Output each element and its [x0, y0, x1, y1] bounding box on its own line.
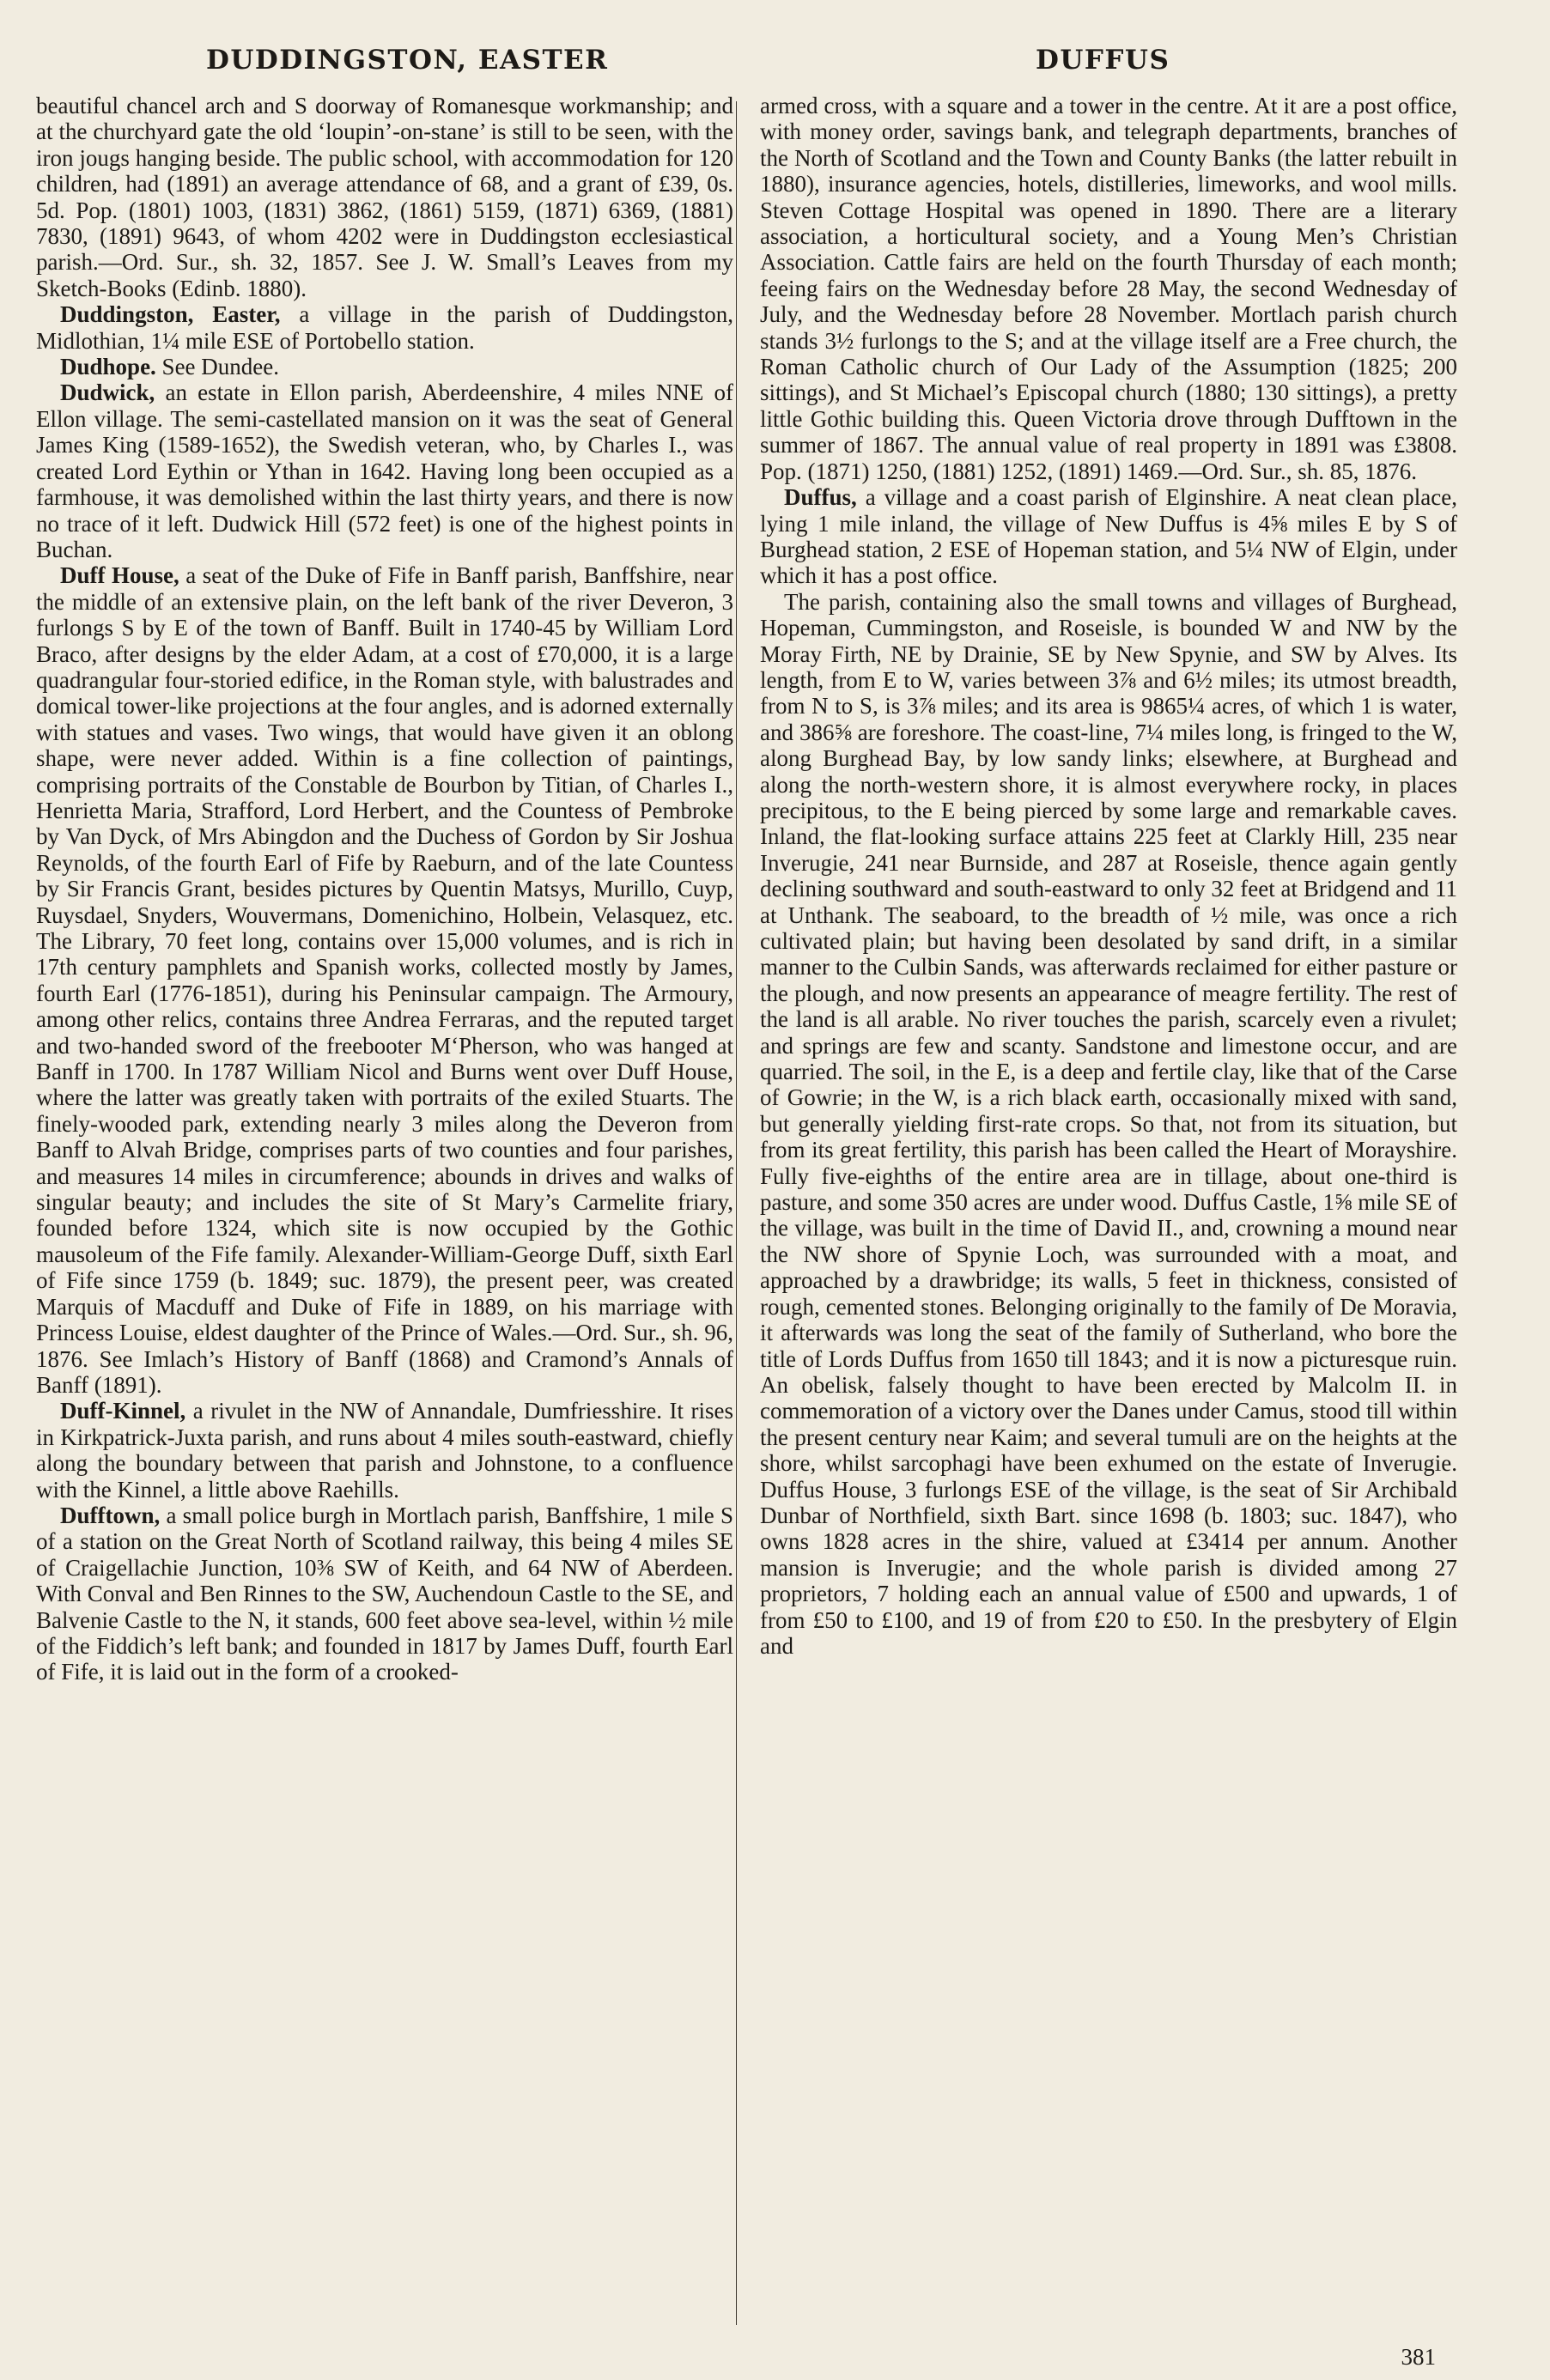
left-column: [36, 93, 733, 1685]
page-number: 381: [1401, 2344, 1436, 2370]
right-column: [760, 93, 1457, 1659]
column-rule: [736, 101, 737, 2325]
running-head-right: DUFFUS: [1036, 45, 1170, 76]
entry-headword: Duffus,: [784, 484, 857, 511]
entry-text: a rivulet in the NW of Annandale, Dumfriesshire. It rises in Kirkpatrick-Juxta parish, and runs about 4 miles south-eastward, chiefly along the boundary between that parish and Johnstone, to a confluence with the Kinnel, a little above Raehills.: [36, 1398, 734, 1503]
entry-paragraph: [36, 301, 733, 354]
entry-headword: Dudhope.: [60, 354, 156, 380]
entry-paragraph: [36, 354, 733, 379]
entry-text: See Dundee.: [161, 354, 279, 380]
entry-text: beautiful chancel arch and S doorway of Romanesque workmanship; and at the churchyard gate the old ‘loupin’-on-stane’ is still to be seen, with the iron jougs hanging beside. The public school, with accommodation for 120 children, had (1891) an average attendance of 68, and a grant of £39, 0s. 5d. Pop. (1801) 1003, (1831) 3862, (1861) 5159, (1871) 6369, (1881) 7830, (1891) 9643, of whom 4202 were in Duddingston ecclesiastical parish.—Ord. Sur., sh. 32, 1857. See J. W. Small’s Leaves from my Sketch-Books (Edinb. 1880).: [36, 93, 733, 301]
entry-paragraph: [36, 93, 733, 301]
entry-paragraph: [760, 484, 1457, 589]
entry-headword: Duff-Kinnel,: [60, 1398, 186, 1424]
entry-text: an estate in Ellon parish, Aberdeenshire, 4 miles NNE of Ellon village. The semi-castellated mansion on it was the seat of General James King (1589-1652), the Swedish veteran, who, by Charles I., was created Lord Eythin or Ythan in 1642. Having long been occupied as a farmhouse, it was demolished within the last thirty years, and there is now no trace of it left. Dudwick Hill (572 feet) is one of the highest points in Buchan.: [36, 379, 733, 562]
entry-headword: Dufftown,: [60, 1502, 161, 1528]
entry-text: The parish, containing also the small towns and villages of Burghead, Hopeman, Cummingston, and Roseisle, is bounded W and NW by the Moray Firth, NE by Drainie, SE by New Spynie, and SW by Alves. Its length, from E to W, varies between 3⅞ and 6½ miles; its utmost breadth, from N to S, is 3⅞ miles; and its area is 9865¼ acres, of which 1 is water, and 386⅝ are foreshore. The coast-line, 7¼ miles long, is fringed to the W, along Burghead Bay, by low sandy links; elsewhere, at Burghead and along the north-western shore, it is almost everywhere rocky, in places precipitous, to the E being pierced by some large and remarkable caves. Inland, the flat-looking surface attains 225 feet at Clarkly Hill, 235 near Inverugie, 241 near Burnside, and 287 at Roseisle, thence again gently declining southward and south-eastward to only 32 feet at Bridgend and 11 at Unthank. The seaboard, to the breadth of ½ mile, was once a rich cultivated plain; but having been desolated by sand drift, in a similar manner to the Culbin Sands, was afterwards reclaimed for either pasture or the plough, and now presents an appearance of meagre fertility. The rest of the land is all arable. No river touches the parish, scarcely even a rivulet; and springs are few and scanty. Sandstone and limestone occur, and are quarried. The soil, in the E, is a deep and fertile clay, like that of the Carse of Gowrie; in the W, is a rich black earth, occasionally mixed with sand, but generally yielding first-rate crops. So that, not from its situation, but from its great fertility, this parish has been called the Heart of Morayshire. Fully five-eighths of the entire area are in tillage, about one-third is pasture, and some 350 acres are under wood. Duffus Castle, 1⅝ mile SE of the village, was built in the time of David II., and, crowning a mound near the NW shore of Spynie Loch, was surrounded with a moat, and approached by a drawbridge; its walls, 5 feet in thickness, consisted of rough, cemented stones. Belonging originally to the family of De Moravia, it afterwards was long the seat of the family of Sutherland, who bore the title of Lords Duffus from 1650 till 1843; and it is now a picturesque ruin. An obelisk, falsely thought to have been erected by Malcolm II. in commemoration of a victory over the Danes under Camus, stood till within the present century near Kaim; and several tumuli are on the heights at the shore, whilst sarcophagi have been exhumed on the estate of Inverugie. Duffus House, 3 furlongs ESE of the village, is the seat of Sir Archibald Dunbar of Northfield, sixth Bart. since 1698 (b. 1803; suc. 1847), who owns 1828 acres in the shire, valued at £3414 per annum. Another mansion is Inverugie; and the whole parish is divided among 27 proprietors, 7 holding each an annual value of £500 and upwards, 1 of from £50 to £100, and 19 of from £20 to £50. In the presbytery of Elgin and: [760, 588, 1457, 1659]
entry-headword: Duff House,: [60, 562, 179, 589]
entry-paragraph: [36, 562, 733, 1398]
entry-text: a seat of the Duke of Fife in Banff parish, Banffshire, near the middle of an extensive plain, on the left bank of the river Deveron, 3 furlongs S by E of the town of Banff. Built in 1740-45 by William Lord Braco, after designs by the elder Adam, at a cost of £70,000, it is a large quadrangular four-storied edifice, in the Roman style, with balustrades and domical tower-like projections at the four angles, and is adorned externally with statues and vases. Two wings, that would have given it an oblong shape, were never added. Within is a fine collection of paintings, comprising portraits of the Constable de Bourbon by Titian, of Charles I., Henrietta Maria, Strafford, Lord Herbert, and the Countess of Pembroke by Van Dyck, of Mrs Abingdon and the Duchess of Gordon by Sir Joshua Reynolds, of the fourth Earl of Fife by Raeburn, and of the late Countess by Sir Francis Grant, besides pictures by Quentin Matsys, Murillo, Cuyp, Ruysdael, Snyders, Wouvermans, Domenichino, Holbein, Velasquez, etc. The Library, 70 feet long, contains over 15,000 volumes, and is rich in 17th century pamphlets and Spanish works, collected mostly by James, fourth Earl (1776-1851), during his Peninsular campaign. The Armoury, among other relics, contains three Andrea Ferraras, and the reputed target and two-handed sword of the freebooter M‘Pherson, who was hanged at Banff in 1700. In 1787 William Nicol and Burns went over Duff House, where the latter was greatly taken with portraits of the exiled Stuarts. The finely-wooded park, extending nearly 3 miles along the Deveron from Banff to Alvah Bridge, comprises parts of two counties and four parishes, and measures 14 miles in circumference; abounds in drives and walks of singular beauty; and includes the site of St Mary’s Carmelite friary, founded before 1324, which site is now occupied by the Gothic mausoleum of the Fife family. Alexander-William-George Duff, sixth Earl of Fife since 1759 (b. 1849; suc. 1879), the present peer, was created Marquis of Macduff and Duke of Fife in 1889, on his marriage with Princess Louise, eldest daughter of the Prince of Wales.—Ord. Sur., sh. 96, 1876. See Imlach’s History of Banff (1868) and Cramond’s Annals of Banff (1891).: [36, 562, 733, 1398]
entry-headword: Duddingston, Easter,: [60, 301, 281, 328]
entry-paragraph: [36, 1503, 733, 1685]
entry-text: a village in the parish of Duddingston, Midlothian, 1¼ mile ESE of Portobello station.: [36, 301, 733, 354]
entry-paragraph: [36, 379, 733, 562]
entry-text: a small police burgh in Mortlach parish, Banffshire, 1 mile S of a station on the Great North of Scotland railway, this being 4 miles SE of Craigellachie Junction, 10⅜ SW of Keith, and 64 NW of Aberdeen. With Conval and Ben Rinnes to the SW, Auchendoun Castle to the SE, and Balvenie Castle to the N, it stands, 600 feet above sea-level, within ½ mile of the Fiddich’s left bank; and founded in 1817 by James Duff, fourth Earl of Fife, it is laid out in the form of a crooked-: [36, 1502, 733, 1685]
entry-text: armed cross, with a square and a tower in the centre. At it are a post office, with money order, savings bank, and telegraph departments, branches of the North of Scotland and the Town and County Banks (the latter rebuilt in 1880), insurance agencies, hotels, distilleries, limeworks, and wool mills. Steven Cottage Hospital was opened in 1890. There are a literary association, a horticultural society, and a Young Men’s Christian Association. Cattle fairs are held on the fourth Thursday of each month; feeing fairs on the Wednesday before 28 May, the second Wednesday of July, and the Wednesday before 28 November. Mortlach parish church stands 3½ furlongs to the S; and at the village itself are a Free church, the Roman Catholic church of Our Lady of the Assumption (1825; 200 sittings), and St Michael’s Episcopal church (1880; 130 sittings), a pretty little Gothic building this. Queen Victoria drove through Dufftown in the summer of 1867. The annual value of real property in 1891 was £3808. Pop. (1871) 1250, (1881) 1252, (1891) 1469.—Ord. Sur., sh. 85, 1876.: [760, 93, 1457, 484]
entry-text: a village and a coast parish of Elginshire. A neat clean place, lying 1 mile inland, the village of New Duffus is 4⅝ miles E by S of Burghead station, 2 ESE of Hopeman station, and 5¼ NW of Elgin, under which it has a post office.: [760, 484, 1458, 589]
running-head-left: DUDDINGSTON, EASTER: [206, 45, 609, 76]
entry-headword: Dudwick,: [60, 379, 155, 406]
entry-paragraph: [760, 589, 1457, 1660]
entry-paragraph: [36, 1398, 733, 1503]
entry-paragraph: [760, 93, 1457, 484]
